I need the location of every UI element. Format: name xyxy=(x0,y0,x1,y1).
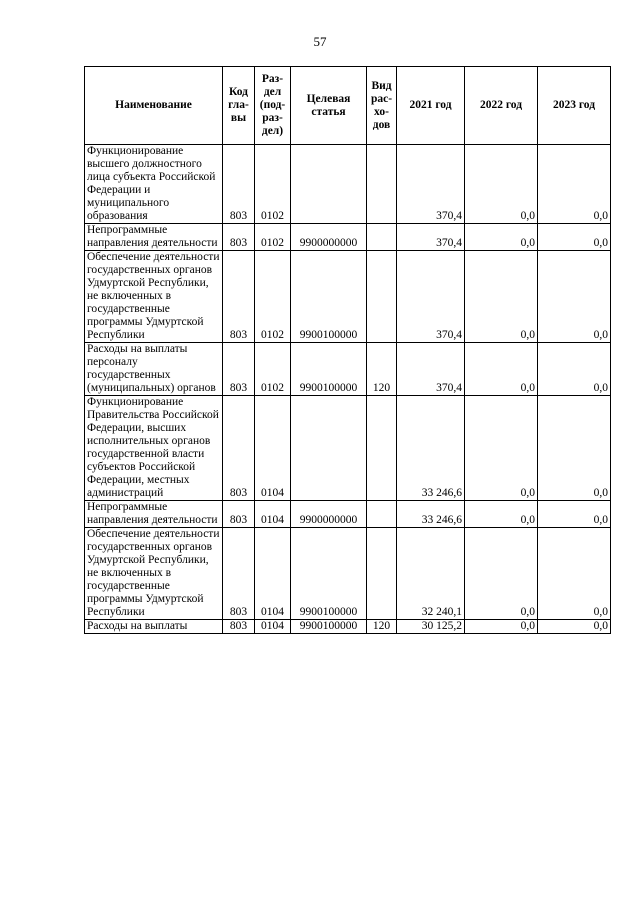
cell-name: Обеспечение деятельности государственных органов Удмуртской Республики, не включенных в государственные программы Удмуртской Республики xyxy=(85,251,223,343)
table-row xyxy=(85,528,611,620)
cell-name: Непрограммные направления деятельности xyxy=(85,224,223,251)
header-target: Целевая статья xyxy=(291,67,367,145)
cell-target: 9900100000 xyxy=(291,343,367,396)
cell-2021: 370,4 xyxy=(397,145,465,224)
cell-code: 803 xyxy=(223,251,255,343)
cell-2022: 0,0 xyxy=(465,251,538,343)
cell-2023: 0,0 xyxy=(538,251,611,343)
cell-section: 0104 xyxy=(255,396,291,501)
cell-code: 803 xyxy=(223,396,255,501)
cell-name: Расходы на выплаты персоналу государственных (муниципальных) органов xyxy=(85,343,223,396)
cell-expense xyxy=(367,251,397,343)
cell-2022: 0,0 xyxy=(465,528,538,620)
cell-name: Функционирование Правительства Российской Федерации, высших исполнительных органов государственной власти субъектов Российской Федерации, местных администраций xyxy=(85,396,223,501)
cell-2023: 0,0 xyxy=(538,396,611,501)
cell-expense: 120 xyxy=(367,343,397,396)
table-row xyxy=(85,343,611,396)
cell-target: 9900000000 xyxy=(291,501,367,528)
table-row xyxy=(85,501,611,528)
cell-expense xyxy=(367,396,397,501)
cell-2021: 370,4 xyxy=(397,224,465,251)
cell-2021: 30 125,2 xyxy=(397,620,465,634)
cell-name: Расходы на выплаты xyxy=(85,620,223,634)
cell-code: 803 xyxy=(223,528,255,620)
cell-target xyxy=(291,145,367,224)
header-expense: Вид рас- хо- дов xyxy=(367,67,397,145)
cell-2021: 370,4 xyxy=(397,251,465,343)
header-2023: 2023 год xyxy=(538,67,611,145)
cell-2021: 32 240,1 xyxy=(397,528,465,620)
header-section: Раз- дел (под- раз- дел) xyxy=(255,67,291,145)
cell-2022: 0,0 xyxy=(465,224,538,251)
cell-2021: 370,4 xyxy=(397,343,465,396)
cell-2022: 0,0 xyxy=(465,145,538,224)
table-row xyxy=(85,396,611,501)
cell-section: 0104 xyxy=(255,501,291,528)
cell-code: 803 xyxy=(223,343,255,396)
cell-2022: 0,0 xyxy=(465,396,538,501)
cell-name: Функционирование высшего должностного лица субъекта Российской Федерации и муниципального образования xyxy=(85,145,223,224)
cell-section: 0104 xyxy=(255,620,291,634)
cell-target: 9900100000 xyxy=(291,528,367,620)
cell-2023: 0,0 xyxy=(538,620,611,634)
cell-expense xyxy=(367,224,397,251)
cell-section: 0104 xyxy=(255,528,291,620)
table-row xyxy=(85,145,611,224)
cell-name: Непрограммные направления деятельности xyxy=(85,501,223,528)
cell-2023: 0,0 xyxy=(538,528,611,620)
table-row xyxy=(85,620,611,634)
cell-target: 9900100000 xyxy=(291,620,367,634)
header-code: Код гла- вы xyxy=(223,67,255,145)
cell-expense: 120 xyxy=(367,620,397,634)
cell-2022: 0,0 xyxy=(465,620,538,634)
cell-2023: 0,0 xyxy=(538,224,611,251)
header-2021: 2021 год xyxy=(397,67,465,145)
cell-2023: 0,0 xyxy=(538,343,611,396)
cell-code: 803 xyxy=(223,501,255,528)
cell-section: 0102 xyxy=(255,224,291,251)
cell-target: 9900100000 xyxy=(291,251,367,343)
cell-expense xyxy=(367,145,397,224)
cell-section: 0102 xyxy=(255,145,291,224)
cell-2021: 33 246,6 xyxy=(397,396,465,501)
cell-section: 0102 xyxy=(255,251,291,343)
cell-2022: 0,0 xyxy=(465,343,538,396)
cell-expense xyxy=(367,528,397,620)
cell-code: 803 xyxy=(223,145,255,224)
cell-section: 0102 xyxy=(255,343,291,396)
page-number: 57 xyxy=(313,34,327,49)
table-header-row xyxy=(85,67,611,145)
cell-2021: 33 246,6 xyxy=(397,501,465,528)
cell-2023: 0,0 xyxy=(538,501,611,528)
cell-target xyxy=(291,396,367,501)
table-row xyxy=(85,251,611,343)
cell-2022: 0,0 xyxy=(465,501,538,528)
cell-expense xyxy=(367,501,397,528)
cell-name: Обеспечение деятельности государственных органов Удмуртской Республики, не включенных в государственные программы Удмуртской Республики xyxy=(85,528,223,620)
budget-table xyxy=(84,66,611,634)
header-name: Наименование xyxy=(85,67,223,145)
header-2022: 2022 год xyxy=(465,67,538,145)
table-row xyxy=(85,224,611,251)
cell-code: 803 xyxy=(223,224,255,251)
cell-2023: 0,0 xyxy=(538,145,611,224)
cell-target: 9900000000 xyxy=(291,224,367,251)
cell-code: 803 xyxy=(223,620,255,634)
